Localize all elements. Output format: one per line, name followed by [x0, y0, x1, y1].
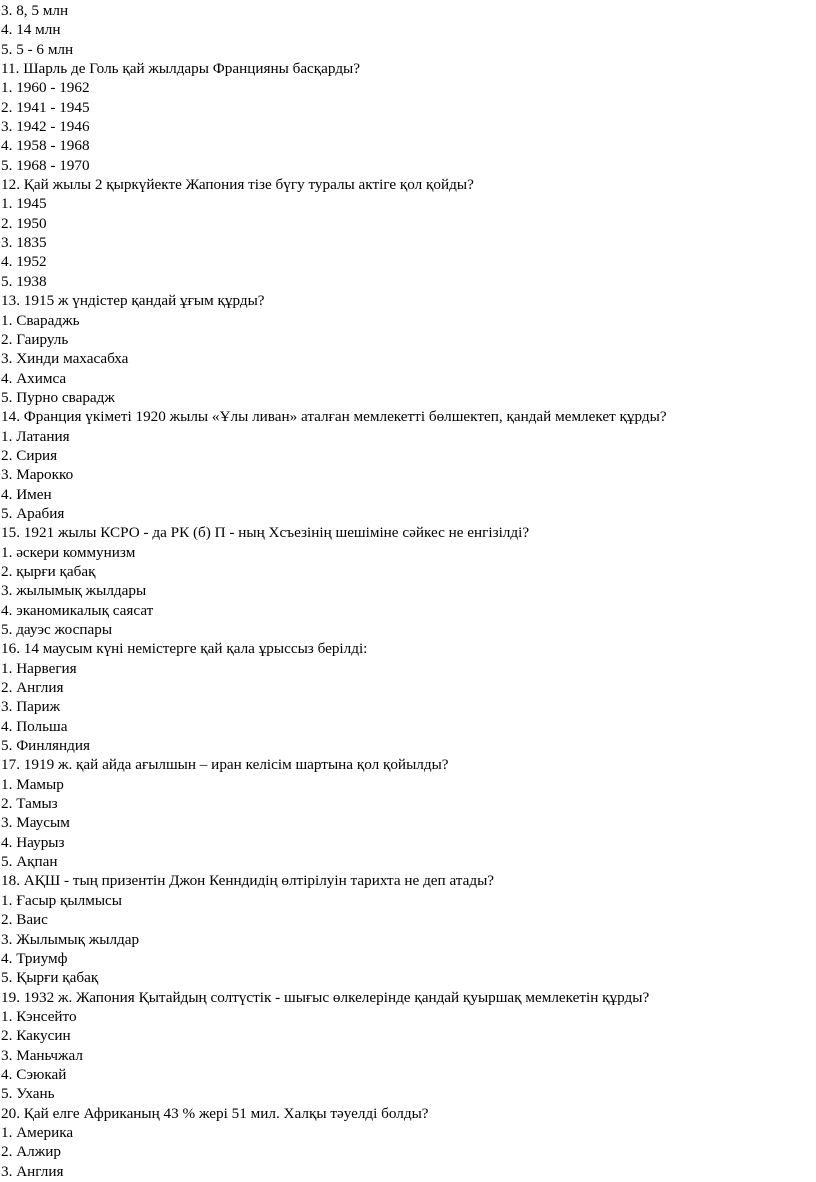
answer-option: 3. Маньчжал	[1, 1046, 83, 1064]
answer-option: 2. Англия	[1, 679, 64, 697]
answer-option: 1. Нарвегия	[1, 659, 77, 677]
answer-option: 5. Ухань	[1, 1085, 55, 1103]
answer-option: 3. Париж	[1, 698, 61, 716]
answer-option: 1. 1945	[1, 195, 47, 213]
answer-option: 1. 1960 - 1962	[1, 79, 90, 97]
answer-option: 2. 1941 - 1945	[1, 98, 90, 116]
answer-option: 3. Хинди махасабха	[1, 350, 129, 368]
question-text: 11. Шарль де Голь қай жылдары Францияны басқарды?	[1, 60, 360, 78]
answer-option: 2. Тамыз	[1, 795, 58, 813]
answer-option: 4. 1952	[1, 253, 47, 271]
question-text: 15. 1921 жылы КСРО - да РК (б) П - ның Хсъезінің шешіміне сәйкес не енгізілді?	[1, 524, 530, 542]
answer-option: 1. Мамыр	[1, 775, 64, 793]
question-text: 18. АҚШ - тың призентін Джон Кенндидің өлтірілуін тарихта не деп атады?	[1, 872, 495, 890]
question-text: 17. 1919 ж. қай айда ағылшын – иран келісім шартына қол қойылды?	[1, 756, 449, 774]
answer-option: 4. 1958 - 1968	[1, 137, 90, 155]
answer-option: 1. Ғасыр қылмысы	[1, 891, 122, 909]
answer-option: 5. Ақпан	[1, 853, 58, 871]
answer-option: 5. Қырғи қабақ	[1, 969, 99, 987]
answer-option: 5. 1938	[1, 272, 47, 290]
answer-option: 5. Пурно сварадж	[1, 388, 115, 406]
answer-option: 2. Ваис	[1, 911, 48, 929]
answer-option: 2. 1950	[1, 214, 47, 232]
answer-option: 5. Финляндия	[1, 737, 90, 755]
answer-option: 5. Арабия	[1, 504, 65, 522]
answer-option: 4. Имен	[1, 485, 52, 503]
answer-option: 1. Латания	[1, 427, 70, 445]
answer-option: 5. 1968 - 1970	[1, 156, 90, 174]
answer-option: 5. дауэс жоспары	[1, 621, 113, 638]
answer-option: 2. Какусин	[1, 1027, 71, 1045]
answer-option: 4. эканомикалық саясат	[1, 601, 154, 619]
answer-option: 4. Наурыз	[1, 833, 65, 851]
question-text: 14. Франция үкіметі 1920 жылы «Ұлы ливан» аталған мемлекетті бөлшектеп, қандай мемлекет құрды?	[1, 408, 667, 426]
answer-option: 4. Сэюкай	[1, 1065, 67, 1083]
answer-option: 4. Триумф	[1, 949, 68, 967]
answer-option: 2. қырғи қабақ	[1, 562, 96, 580]
question-text: 16. 14 маусым күні немістерге қай қала ұрыссыз берілді:	[1, 640, 368, 658]
answer-option: 1. әскери коммунизм	[1, 543, 136, 561]
answer-option: 3. Англия	[1, 1162, 64, 1180]
answer-option: 3. Жылымық жылдар	[1, 930, 140, 948]
answer-option: 3. Маусым	[1, 814, 70, 832]
answer-option: 2. Алжир	[1, 1143, 61, 1161]
answer-option: 4. Ахимса	[1, 369, 67, 387]
answer-option: 3. жылымық жылдары	[1, 582, 147, 600]
answer-option: 4. 14 млн	[1, 21, 61, 39]
answer-option: 3. 8, 5 млн	[1, 2, 69, 19]
answer-option: 3. 1835	[1, 234, 47, 252]
answer-option: 1. Америка	[1, 1123, 74, 1141]
question-text: 19. 1932 ж. Жапония Қытайдың солтүстік - шығыс өлкелерінде қандай қуыршақ мемлекетін құрды?	[1, 988, 650, 1006]
answer-option: 3. Марокко	[1, 466, 74, 484]
question-text: 20. Қай елге Африканың 43 % жері 51 мил. Халқы тәуелді болды?	[1, 1104, 429, 1122]
question-text: 12. Қай жылы 2 қыркүйекте Жапония тізе бүгу туралы актіге қол қойды?	[1, 176, 474, 194]
answer-option: 2. Гаируль	[1, 330, 69, 348]
answer-option: 3. 1942 - 1946	[1, 118, 90, 136]
answer-option: 1. Кэнсейто	[1, 1007, 77, 1025]
answer-option: 1. Свараджь	[1, 311, 80, 329]
answer-option: 2. Сирия	[1, 446, 58, 464]
answer-option: 4. Польша	[1, 717, 68, 735]
question-text: 13. 1915 ж үндістер қандай ұғым құрды?	[1, 292, 265, 310]
answer-option: 5. 5 - 6 млн	[1, 40, 74, 58]
